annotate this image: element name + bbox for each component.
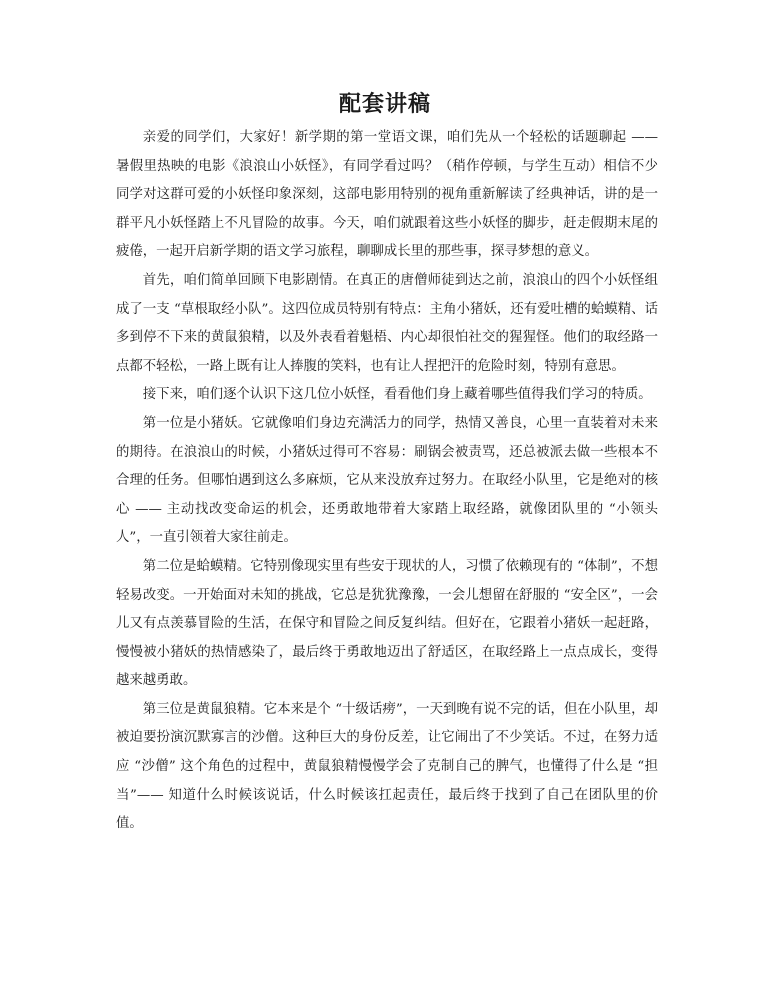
document-body (116, 124, 658, 839)
paragraph-intro: 亲爱的同学们，大家好！新学期的第一堂语文课，咱们先从一个轻松的话题聊起 —— 暑假里热映的电影《浪浪山小妖怪》，有同学看过吗？（稍作停顿，与学生互动）相信不少同学对这群可爱的小妖怪印象深刻，这部电影用特别的视角重新解读了经典神话，讲的是一群平凡小妖怪踏上不凡冒险的故事。今天，咱们就跟着这些小妖怪的脚步，赶走假期末尾的疲倦，一起开启新学期的语文学习旅程，聊聊成长里的那些事，探寻梦想的意义。 (116, 130, 658, 260)
document-title: 配套讲稿 (338, 91, 431, 117)
paragraph-weasel-spirit: 第三位是黄鼠狼精。它本来是个 “十级话痨”，一天到晚有说不完的话，但在小队里，却被迫要扮演沉默寡言的沙僧。这种巨大的身份反差，让它闹出了不少笑话。不过，在努力适应 “沙僧” 这个角色的过程中，黄鼠狼精慢慢学会了克制自己的脾气，也懂得了什么是 “担当”—— 知道什么时候该说话，什么时候该扛起责任，最后终于找到了自己在团队里的价值。 (116, 701, 658, 832)
paragraph-toad-spirit: 第二位是蛤蟆精。它特别像现实里有些安于现状的人，习惯了依赖现有的 “体制”，不想轻易改变。一开始面对未知的挑战，它总是犹犹豫豫，一会儿想留在舒服的 “安全区”，一会儿又有点羡慕冒险的生活，在保守和冒险之间反复纠结。但好在，它跟着小猪妖一起赶路，慢慢被小猪妖的热情感染了，最后终于勇敢地迈出了舒适区，在取经路上一点点成长，变得越来越勇敢。 (116, 558, 658, 689)
paragraph-pig-demon: 第一位是小猪妖。它就像咱们身边充满活力的同学，热情又善良，心里一直装着对未来的期待。在浪浪山的时候，小猪妖过得可不容易：刷锅会被责骂，还总被派去做一些根本不合理的任务。但哪怕遇到这么多麻烦，它从来没放弃过努力。在取经小队里，它是绝对的核心 —— 主动找改变命运的机会，还勇敢地带着大家踏上取经路，就像团队里的 “小领头人”，一直引领着大家往前走。 (116, 415, 658, 546)
paragraph-transition: 接下来，咱们逐个认识下这几位小妖怪，看看他们身上藏着哪些值得我们学习的特质。 (142, 387, 652, 403)
paragraph-plot-review: 首先，咱们简单回顾下电影剧情。在真正的唐僧师徒到达之前，浪浪山的四个小妖怪组成了一支 “草根取经小队”。这四位成员特别有特点：主角小猪妖，还有爱吐槽的蛤蟆精、话多到停不下来的黄鼠狼精，以及外表看着魁梧、内心却很怕社交的猩猩怪。他们的取经路一点都不轻松，一路上既有让人捧腹的笑料，也有让人捏把汗的危险时刻，特别有意思。 (116, 272, 658, 374)
